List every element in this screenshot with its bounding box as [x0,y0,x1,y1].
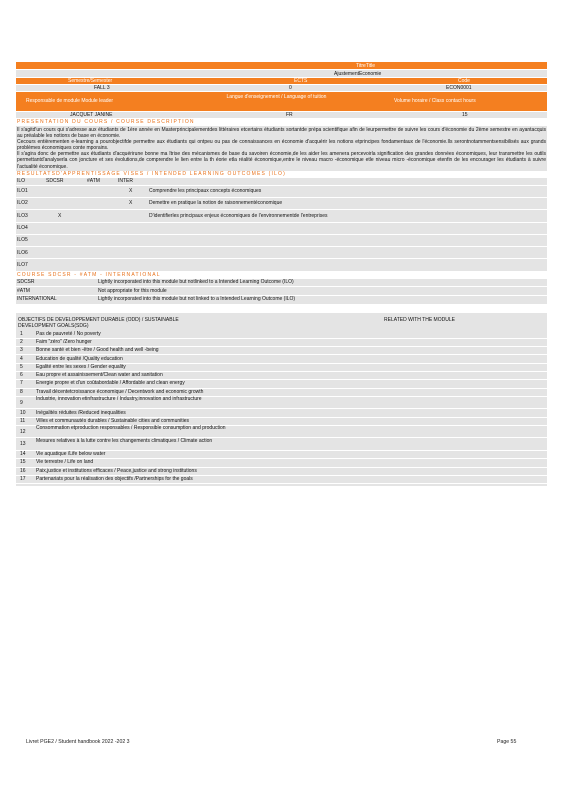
sdg-label: Partenariats pour la réalisation des objectifs /Partnerships for the goals [36,476,193,483]
course-type-name: INTERNATIONAL [17,296,57,303]
presentation-body [16,126,547,171]
hours-value: 15 [462,112,468,118]
sdg-item [16,364,547,372]
sdg-number: 5 [20,363,23,370]
ilo-id: ILO4 [17,225,28,232]
ects-value: 0 [289,85,292,91]
semester-header: Semestre/Semester [68,78,113,84]
subtitle-bar [16,70,547,78]
sdg-item [16,347,547,355]
sdg-number: 1 [20,330,23,337]
sdg-number: 8 [20,388,23,395]
sdg-number: 14 [20,451,26,458]
sdg-number: 17 [20,476,26,483]
sdg-label: Consommation etproduction responsables / Responsible consumption and production [36,425,226,432]
sdg-heading-line1: OBJECTIFS DE DEVELOPPEMENT DURABLE (ODD) / SUSTAINABLE [18,316,179,323]
code-header: Code [458,78,470,84]
sdg-label: Travail décentetcroissance économique / Decentwork and economic growth [36,388,204,395]
course-type-description: Lightly incorporated into this module but notlinked to a Intended Learning Outcome (ILO) [98,279,294,286]
course-type-name: #ATM [17,287,30,294]
sdg-item [16,355,547,363]
sdg-number: 7 [20,380,23,387]
sdg-heading-line2: DEVELOPMENT GOALS(SDG) [18,322,89,329]
sdg-label: Villes et communautés durables / Sustainable cities and communities [36,417,190,424]
ilo-row [16,210,547,222]
language-value: FR [286,112,293,118]
sdg-item [16,372,547,380]
sdg-label: Faim "zéro" /Zero hunger [36,339,92,345]
course-type-table [16,279,547,305]
course-type-description: Lightly incorporated into this module but not linked to a Intended Learning Outcome (ILO) [98,296,296,303]
sdg-number: 12 [20,428,26,435]
responsible-value: JACQUET JANINE [70,112,113,118]
title-bar [16,62,547,70]
semester-header-row [16,78,547,85]
sdg-label: Mesures relatives à la lutte contre les changements climatiques / Climate action [36,437,213,444]
sdg-related-header: RELATED WITH THE MODULE [384,316,455,323]
sdg-item [16,409,547,417]
ilo-table [16,186,547,272]
inter-col-header: INTER [118,178,133,185]
sdg-item [16,331,547,339]
presentation-paragraph: Il s'agitd'un cours qui s'adresse aux étudiants de 1ère année en Masterprincipalementdes littéraires etcertains étudiants sortantde prépa scientifique afin de leurpermettre de suivre les cours d'économie du 2ème semestre en ayantacquis au préalable les notions de base en économie. [17,127,546,140]
language-header: Langue d'enseignement / Language of tuition [226,94,327,100]
sdg-item [16,451,547,459]
csr-col-header: SDCSR [46,178,64,185]
sdg-number: 9 [20,399,23,406]
module-subtitle: AjustementEconomie [334,70,382,77]
course-type-row [16,279,547,288]
presentation-heading: PRESENTATION DU COURS / COURSE DESCRIPTION [17,119,195,125]
ilo-id: ILO7 [17,261,28,268]
responsible-value-row [16,112,547,119]
footer-page-number: Page 55 [497,739,517,745]
ilo-description: D'identifierles principaux enjeux économiques de l'environnementde l'entreprises [149,212,328,219]
presentation-paragraph: Cecours entièrementen e-learning a pourobjectifde permettre aux étudiants qui ontpeu ou pas de connaissances en économie d'acquérir les notions etprincipes fondamentaux de l'économie.Ils serontnotammentsensibilisés aux grands problèmes économiques conte mporains. [17,139,546,152]
sdg-label: Energie propre et d'un coûtabordable / Affordable and clean energy [36,380,185,387]
ilo-row [16,186,547,198]
semester-value: FALL 3 [94,85,110,91]
sdg-number: 16 [20,467,26,474]
course-type-heading: COURSE SDCSR - #ATM - INTERNATIONAL [17,271,161,278]
sdg-item [16,426,547,439]
sdg-list [16,331,547,485]
sdg-label: Vie terrestre / Life on land [36,459,94,466]
sdg-label: Eau propre et assainissement/Clean water and sanitation [36,372,163,379]
ects-header: ECTS [294,78,308,84]
sdg-header [16,317,547,331]
sdg-item [16,468,547,476]
footer-left: Livret PGE2 / Student handbook 2022 -202 3 [26,739,130,745]
ilo-id: ILO2 [17,200,28,207]
ilo-heading: RESULTATSD'APPRENTISSAGE VISES / INTENDED LEARNING OUTCOMES (ILO) [17,170,286,177]
sdg-item [16,339,547,347]
ilo-id: ILO5 [17,237,28,244]
atm-col-header: #ATM [87,178,100,185]
ilo-row [16,259,547,271]
ilo-row [16,235,547,247]
sdg-number: 3 [20,347,23,354]
sdg-number: 6 [20,372,23,379]
semester-value-row [16,85,547,92]
hours-header: Volume horaire / Class contact hours [394,98,476,104]
sdg-label: Education de qualité /Quality education [36,355,123,362]
ilo-id: ILO3 [17,212,28,219]
ilo-row [16,247,547,259]
responsible-header-row [16,92,547,112]
sdg-number: 4 [20,355,23,362]
course-type-row [16,287,547,296]
ilo-row [16,223,547,235]
responsible-header: Responsable de module Module leader [26,98,114,104]
sdg-item [16,459,547,467]
sdg-number: 13 [20,441,26,448]
ilo-description: Comprendre les principaux concepts économiques [149,188,262,195]
ilo-row [16,198,547,210]
ilo-csr-mark: X [58,212,62,219]
ilo-description: Demettre en pratique la notion de raisonnementéconomique [149,200,283,207]
ilo-id: ILO1 [17,188,28,195]
sdg-number: 10 [20,409,26,416]
sdg-item [16,397,547,410]
course-type-description: Not appropriate for this module [98,287,167,294]
ilo-header-row [16,178,547,186]
sdg-label: Inégalités réduites /Reduced inequalities [36,409,126,416]
sdg-label: Pas de pauvreté / No poverty [36,330,101,337]
sdg-label: Vie aquatique /Life below water [36,451,106,458]
sdg-label: Egalité entre les sexes / Gender equality [36,363,126,370]
sdg-item [16,476,547,484]
presentation-paragraph: Il s'agira donc de permettre aux étudiants d'acquérirune bonne ma îtrise des mécanismes de base du savoiren économie,de les aider les amenera percevoirla signification des grandes données économiques, leur transmettre les outils permettantd'analyserla con joncture et ses évolutions,de comprendre le lien entre la th éorie etla réalité économique,entre le niveau macro -économique etle niveau micro -économique etenfin de les encourager les étudiants à suivre l'actualité économique. [17,151,546,170]
ilo-col-header: ILO [17,178,26,185]
module-sheet [16,62,547,486]
course-type-name: SDCSR [17,279,35,286]
code-value: ECON0001 [446,85,472,91]
sdg-number: 15 [20,459,26,466]
sdg-item [16,438,547,451]
sdg-label: Industrie, innovation etinfrastructure / Industry,innovation and infrastructure [36,396,202,403]
sdg-number: 11 [20,417,26,424]
sdg-number: 2 [20,339,23,345]
module-title-label: TitreTitle [356,62,376,69]
sdg-item [16,380,547,388]
ilo-id: ILO6 [17,249,28,256]
sdg-label: Bonne santé et bien -être / Good health and well -being [36,347,159,354]
ilo-inter-mark: X [129,188,133,195]
ilo-inter-mark: X [129,200,133,207]
course-type-row [16,296,547,305]
sdg-table [16,313,547,487]
sdg-label: Paix,justice et institutions efficaces / Peace,justice and strong institutions [36,467,197,474]
